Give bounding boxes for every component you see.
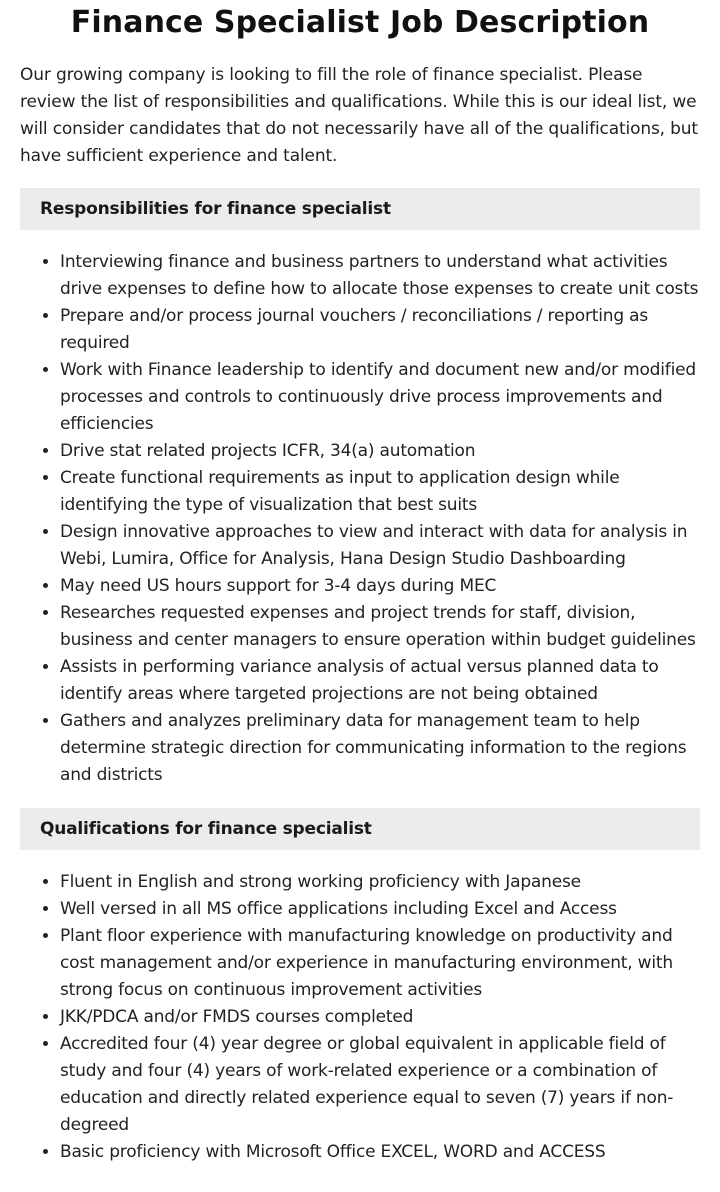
list-item: • Well versed in all MS office applications including Excel and Access [60,896,700,923]
responsibilities-list [20,249,700,789]
list-item: • JKK/PDCA and/or FMDS courses completed [60,1004,700,1031]
intro-paragraph: Our growing company is looking to fill the role of finance specialist. Please review the list of responsibilities and qualifications. While this is our ideal list, we will consider candidates that do not necessarily have all of the qualifications, but have sufficient experience and talent. [20,65,698,166]
list-item: • May need US hours support for 3-4 days during MEC [60,573,700,600]
list-item: • Gathers and analyzes preliminary data for management team to help determine strategic direction for communicating information to the regions and districts [60,708,700,789]
list-item: • Plant floor experience with manufacturing knowledge on productivity and cost management and/or experience in manufacturing environment, with strong focus on continuous improvement activities [60,923,700,1004]
list-item: • Fluent in English and strong working proficiency with Japanese [60,869,700,896]
page-title: Finance Specialist Job Description [70,5,650,40]
qualifications-heading: Qualifications for finance specialist [20,808,700,850]
list-item: • Prepare and/or process journal vouchers / reconciliations / reporting as required [60,303,700,357]
list-item: • Assists in performing variance analysis of actual versus planned data to identify areas where targeted projections are not being obtained [60,654,700,708]
list-item: • Basic proficiency with Microsoft Office EXCEL, WORD and ACCESS [60,1139,700,1166]
responsibilities-heading: Responsibilities for finance specialist [20,188,700,230]
list-item: • Work with Finance leadership to identify and document new and/or modified processes and controls to continuously drive process improvements and efficiencies [60,357,700,438]
list-item: • Accredited four (4) year degree or global equivalent in applicable field of study and four (4) years of work-related experience or a combination of education and directly related experience equal to seven (7) years if non-degreed [60,1031,700,1139]
list-item: • Design innovative approaches to view and interact with data for analysis in Webi, Lumira, Office for Analysis, Hana Design Studio Dashboarding [60,519,700,573]
list-item: • Researches requested expenses and project trends for staff, division, business and center managers to ensure operation within budget guidelines [60,600,700,654]
list-item: • Create functional requirements as input to application design while identifying the type of visualization that best suits [60,465,700,519]
list-item: • Drive stat related projects ICFR, 34(a) automation [60,438,700,465]
list-item: • Interviewing finance and business partners to understand what activities drive expenses to define how to allocate those expenses to create unit costs [60,249,700,303]
qualifications-list [20,869,700,1166]
